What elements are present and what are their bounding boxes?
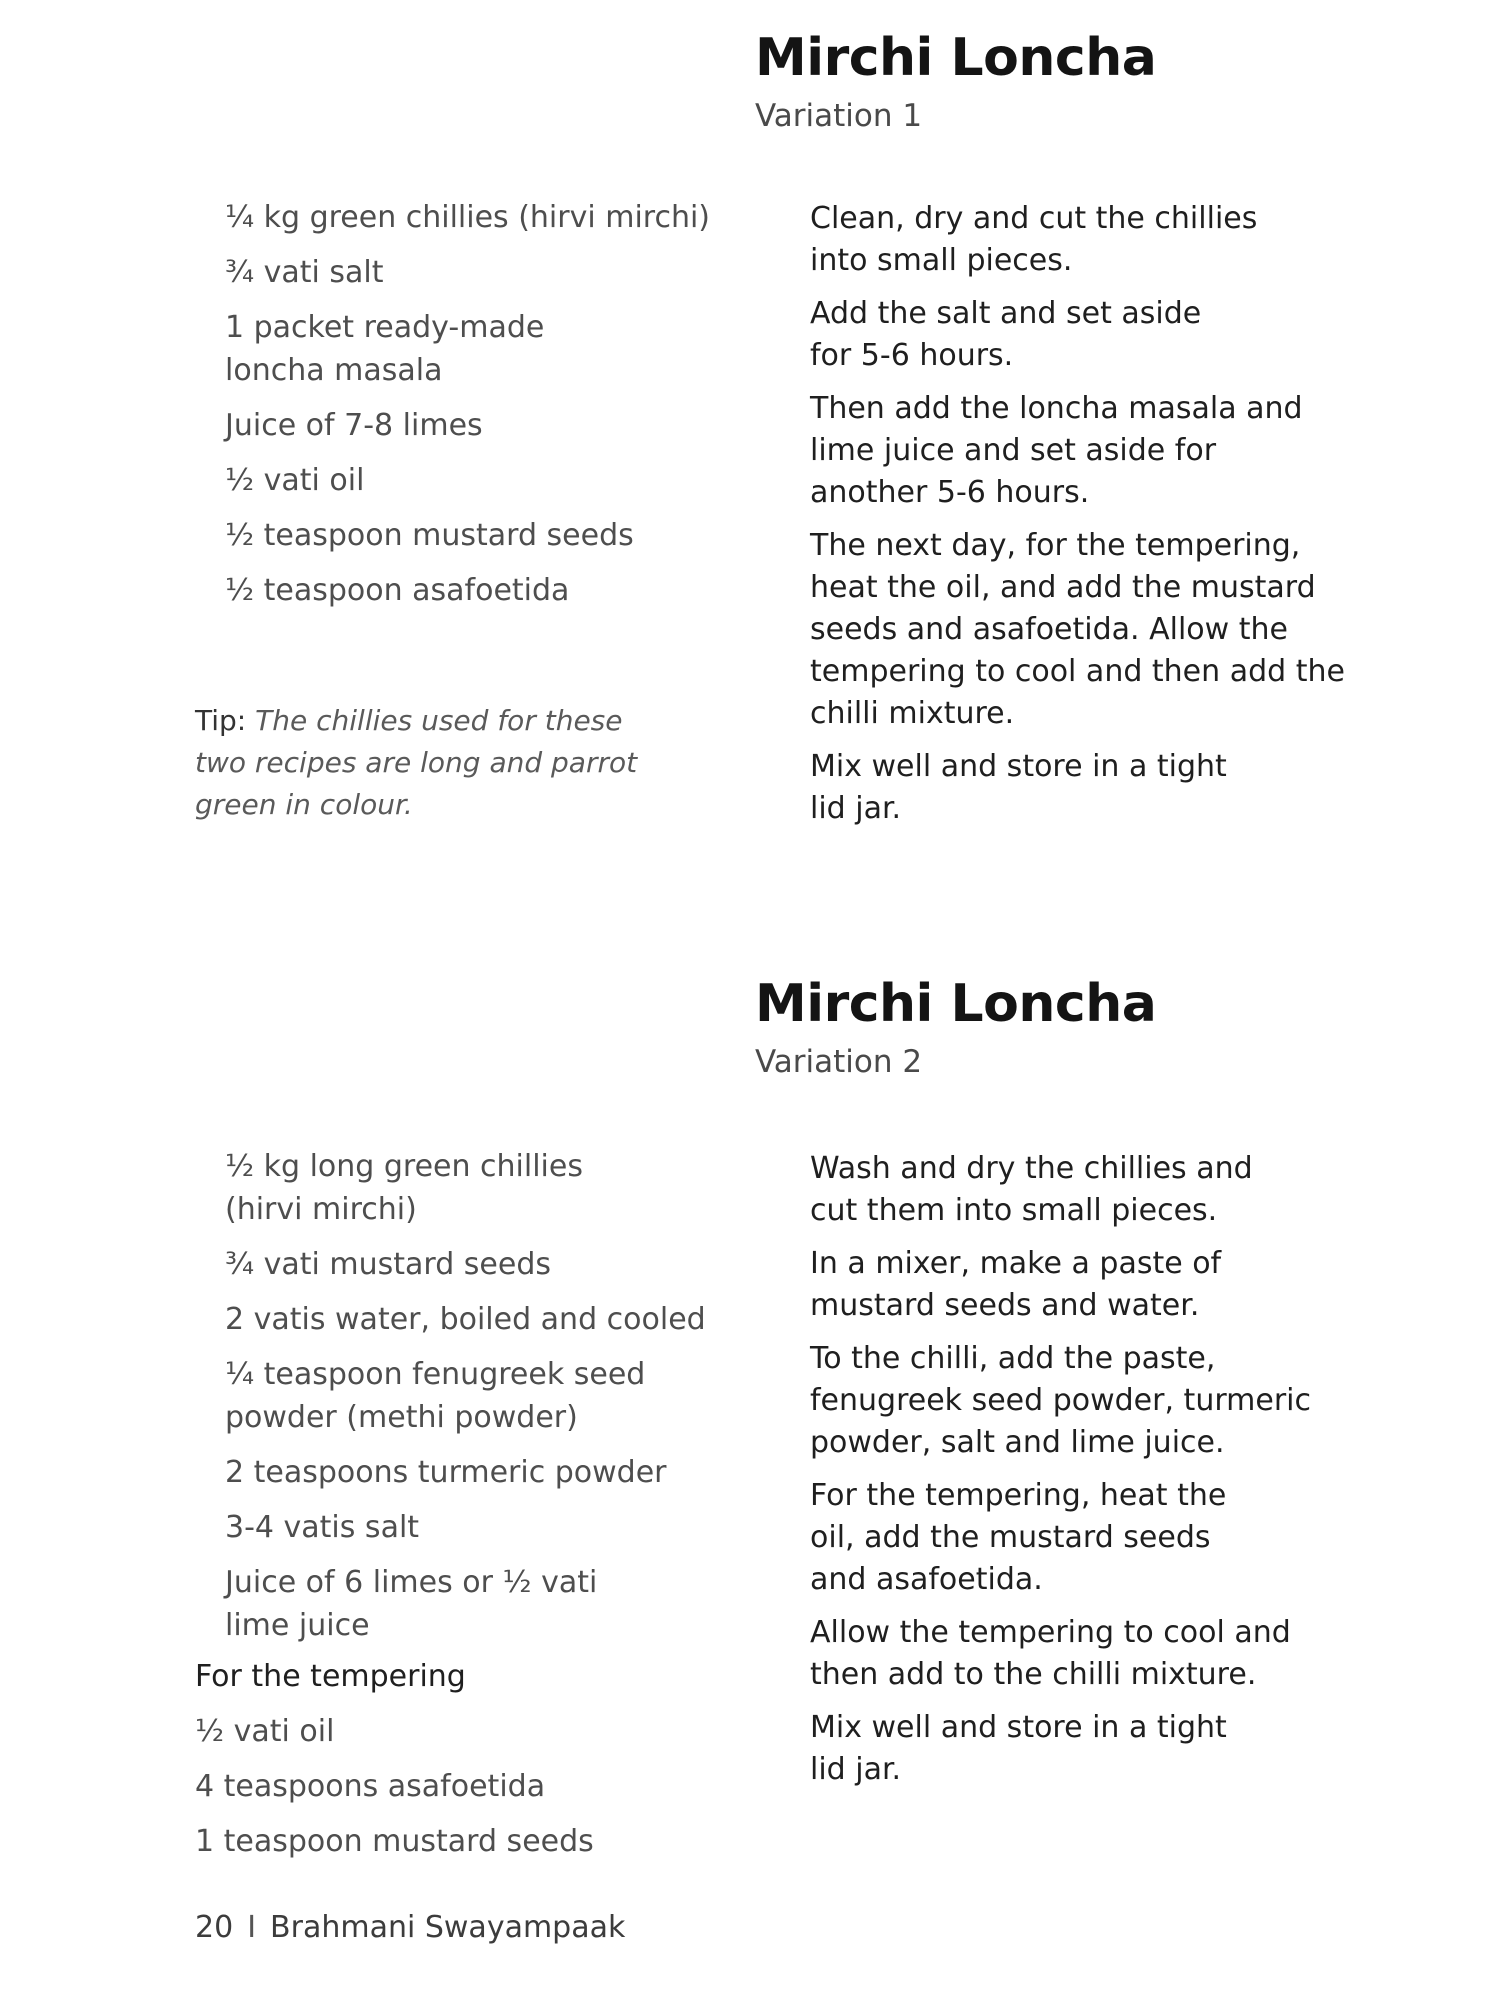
method-step: To the chilli, add the paste, fenugreek seed powder, turmeric powder, salt and lime juice.	[810, 1341, 1311, 1460]
ingredient-item: ¾ vati mustard seeds	[225, 1247, 552, 1282]
recipe-2-method	[810, 1148, 1350, 1802]
page-number: 20	[195, 1910, 234, 1945]
ingredient-item: ½ vati oil	[195, 1714, 335, 1749]
footer-separator: I	[247, 1910, 257, 1945]
ingredient-item: ½ vati oil	[225, 463, 365, 498]
ingredient-item: Juice of 7-8 limes	[225, 408, 483, 443]
method-step: In a mixer, make a paste of mustard seeds and water.	[810, 1246, 1222, 1323]
ingredient-item: ¼ kg green chillies (hirvi mirchi)	[225, 200, 711, 235]
ingredient-item: ½ teaspoon mustard seeds	[225, 518, 634, 553]
recipe-2-variation: Variation 2	[755, 1044, 923, 1080]
tempering-section	[195, 1655, 715, 1875]
method-step: Wash and dry the chillies and cut them into small pieces.	[810, 1151, 1253, 1228]
ingredient-item: ½ teaspoon asafoetida	[225, 573, 570, 608]
page-footer	[195, 1910, 625, 1945]
ingredient-item: 3-4 vatis salt	[225, 1510, 420, 1545]
method-step: Clean, dry and cut the chillies into small pieces.	[810, 201, 1258, 278]
ingredient-item: ¾ vati salt	[225, 255, 384, 290]
ingredient-item: 1 packet ready-made loncha masala	[225, 310, 545, 388]
ingredient-item: 2 teaspoons turmeric powder	[225, 1455, 667, 1490]
method-step: The next day, for the tempering, heat the oil, and add the mustard seeds and asafoetida. Allow the tempering to cool and then add the chilli mixture.	[810, 528, 1345, 731]
recipe-1-method	[810, 198, 1350, 841]
method-step: For the tempering, heat the oil, add the mustard seeds and asafoetida.	[810, 1478, 1227, 1597]
recipe-1-ingredients	[225, 196, 745, 624]
tip-label: Tip:	[195, 704, 247, 737]
ingredient-item: 1 teaspoon mustard seeds	[195, 1824, 594, 1859]
recipe-1-title: Mirchi Loncha	[755, 28, 1157, 88]
ingredient-item: Juice of 6 limes or ½ vati lime juice	[225, 1565, 598, 1643]
tip-text: The chillies used for these two recipes are long and parrot green in colour.	[195, 704, 638, 821]
tempering-ingredients	[195, 1710, 715, 1863]
recipe-2-title: Mirchi Loncha	[755, 974, 1157, 1034]
recipe-1-tip	[195, 700, 665, 826]
recipe-2-ingredients	[225, 1145, 745, 1659]
ingredient-item: ¼ teaspoon fenugreek seed powder (methi powder)	[225, 1357, 646, 1435]
book-title: Brahmani Swayampaak	[270, 1910, 626, 1945]
ingredient-item: ½ kg long green chillies (hirvi mirchi)	[225, 1149, 583, 1227]
method-step: Then add the loncha masala and lime juice and set aside for another 5-6 hours.	[810, 391, 1303, 510]
ingredient-item: 4 teaspoons asafoetida	[195, 1769, 546, 1804]
method-step: Add the salt and set aside for 5-6 hours.	[810, 296, 1202, 373]
ingredient-item: 2 vatis water, boiled and cooled	[225, 1302, 706, 1337]
method-step: Mix well and store in a tight lid jar.	[810, 1710, 1227, 1787]
method-step: Allow the tempering to cool and then add to the chilli mixture.	[810, 1615, 1291, 1692]
recipe-1-variation: Variation 1	[755, 98, 923, 134]
tempering-heading: For the tempering	[195, 1659, 466, 1694]
method-step: Mix well and store in a tight lid jar.	[810, 749, 1227, 826]
